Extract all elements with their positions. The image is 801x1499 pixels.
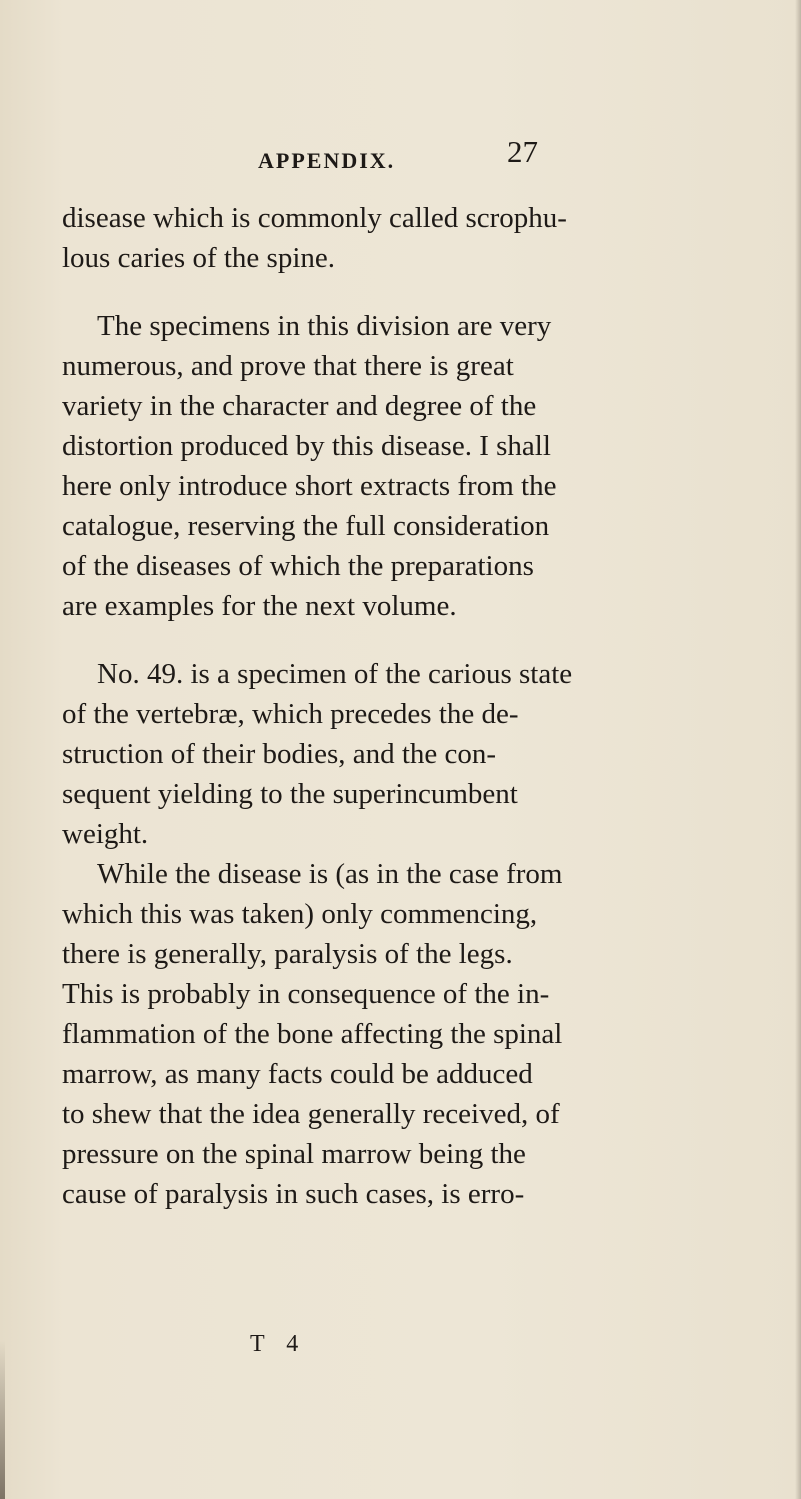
running-title: APPENDIX. bbox=[258, 148, 396, 173]
text-line: there is generally, paralysis of the legs. bbox=[62, 938, 513, 970]
text-line: variety in the character and degree of the bbox=[62, 390, 537, 422]
body-text bbox=[62, 198, 702, 1214]
text-line: This is probably in consequence of the in- bbox=[62, 978, 550, 1010]
text-line: flammation of the bone affecting the spinal bbox=[62, 1018, 563, 1050]
text-line: here only introduce short extracts from the bbox=[62, 470, 557, 502]
text-line: cause of paralysis in such cases, is erro- bbox=[62, 1178, 525, 1210]
page-header bbox=[0, 134, 801, 188]
text-line: which this was taken) only commencing, bbox=[62, 898, 538, 930]
page-number: 27 bbox=[507, 134, 538, 169]
binding-shadow bbox=[0, 1340, 5, 1499]
text-line: marrow, as many facts could be adduced bbox=[62, 1058, 533, 1090]
paragraph-3 bbox=[62, 654, 702, 854]
text-line: No. 49. is a specimen of the carious state bbox=[97, 658, 573, 690]
text-line: are examples for the next volume. bbox=[62, 590, 457, 622]
page-edge-shadow bbox=[795, 0, 801, 1499]
text-line: While the disease is (as in the case from bbox=[97, 858, 563, 890]
text-line: distortion produced by this disease. I shall bbox=[62, 430, 551, 462]
text-line: to shew that the idea generally received, of bbox=[62, 1098, 560, 1130]
text-line: lous caries of the spine. bbox=[62, 242, 336, 274]
text-line: sequent yielding to the superincumbent bbox=[62, 778, 518, 810]
text-line: pressure on the spinal marrow being the bbox=[62, 1138, 526, 1170]
text-line: disease which is commonly called scrophu- bbox=[62, 202, 567, 234]
paragraph-2 bbox=[62, 306, 702, 626]
text-line: The specimens in this division are very bbox=[97, 310, 552, 342]
text-line: numerous, and prove that there is great bbox=[62, 350, 514, 382]
text-line: weight. bbox=[62, 818, 149, 850]
signature-mark: T 4 bbox=[250, 1331, 307, 1357]
text-line: struction of their bodies, and the con- bbox=[62, 738, 497, 770]
text-line: catalogue, reserving the full consideration bbox=[62, 510, 550, 542]
text-line: of the diseases of which the preparations bbox=[62, 550, 534, 582]
text-line: of the vertebræ, which precedes the de- bbox=[62, 698, 519, 730]
paragraph-1 bbox=[62, 198, 702, 278]
paragraph-4 bbox=[62, 854, 702, 1214]
